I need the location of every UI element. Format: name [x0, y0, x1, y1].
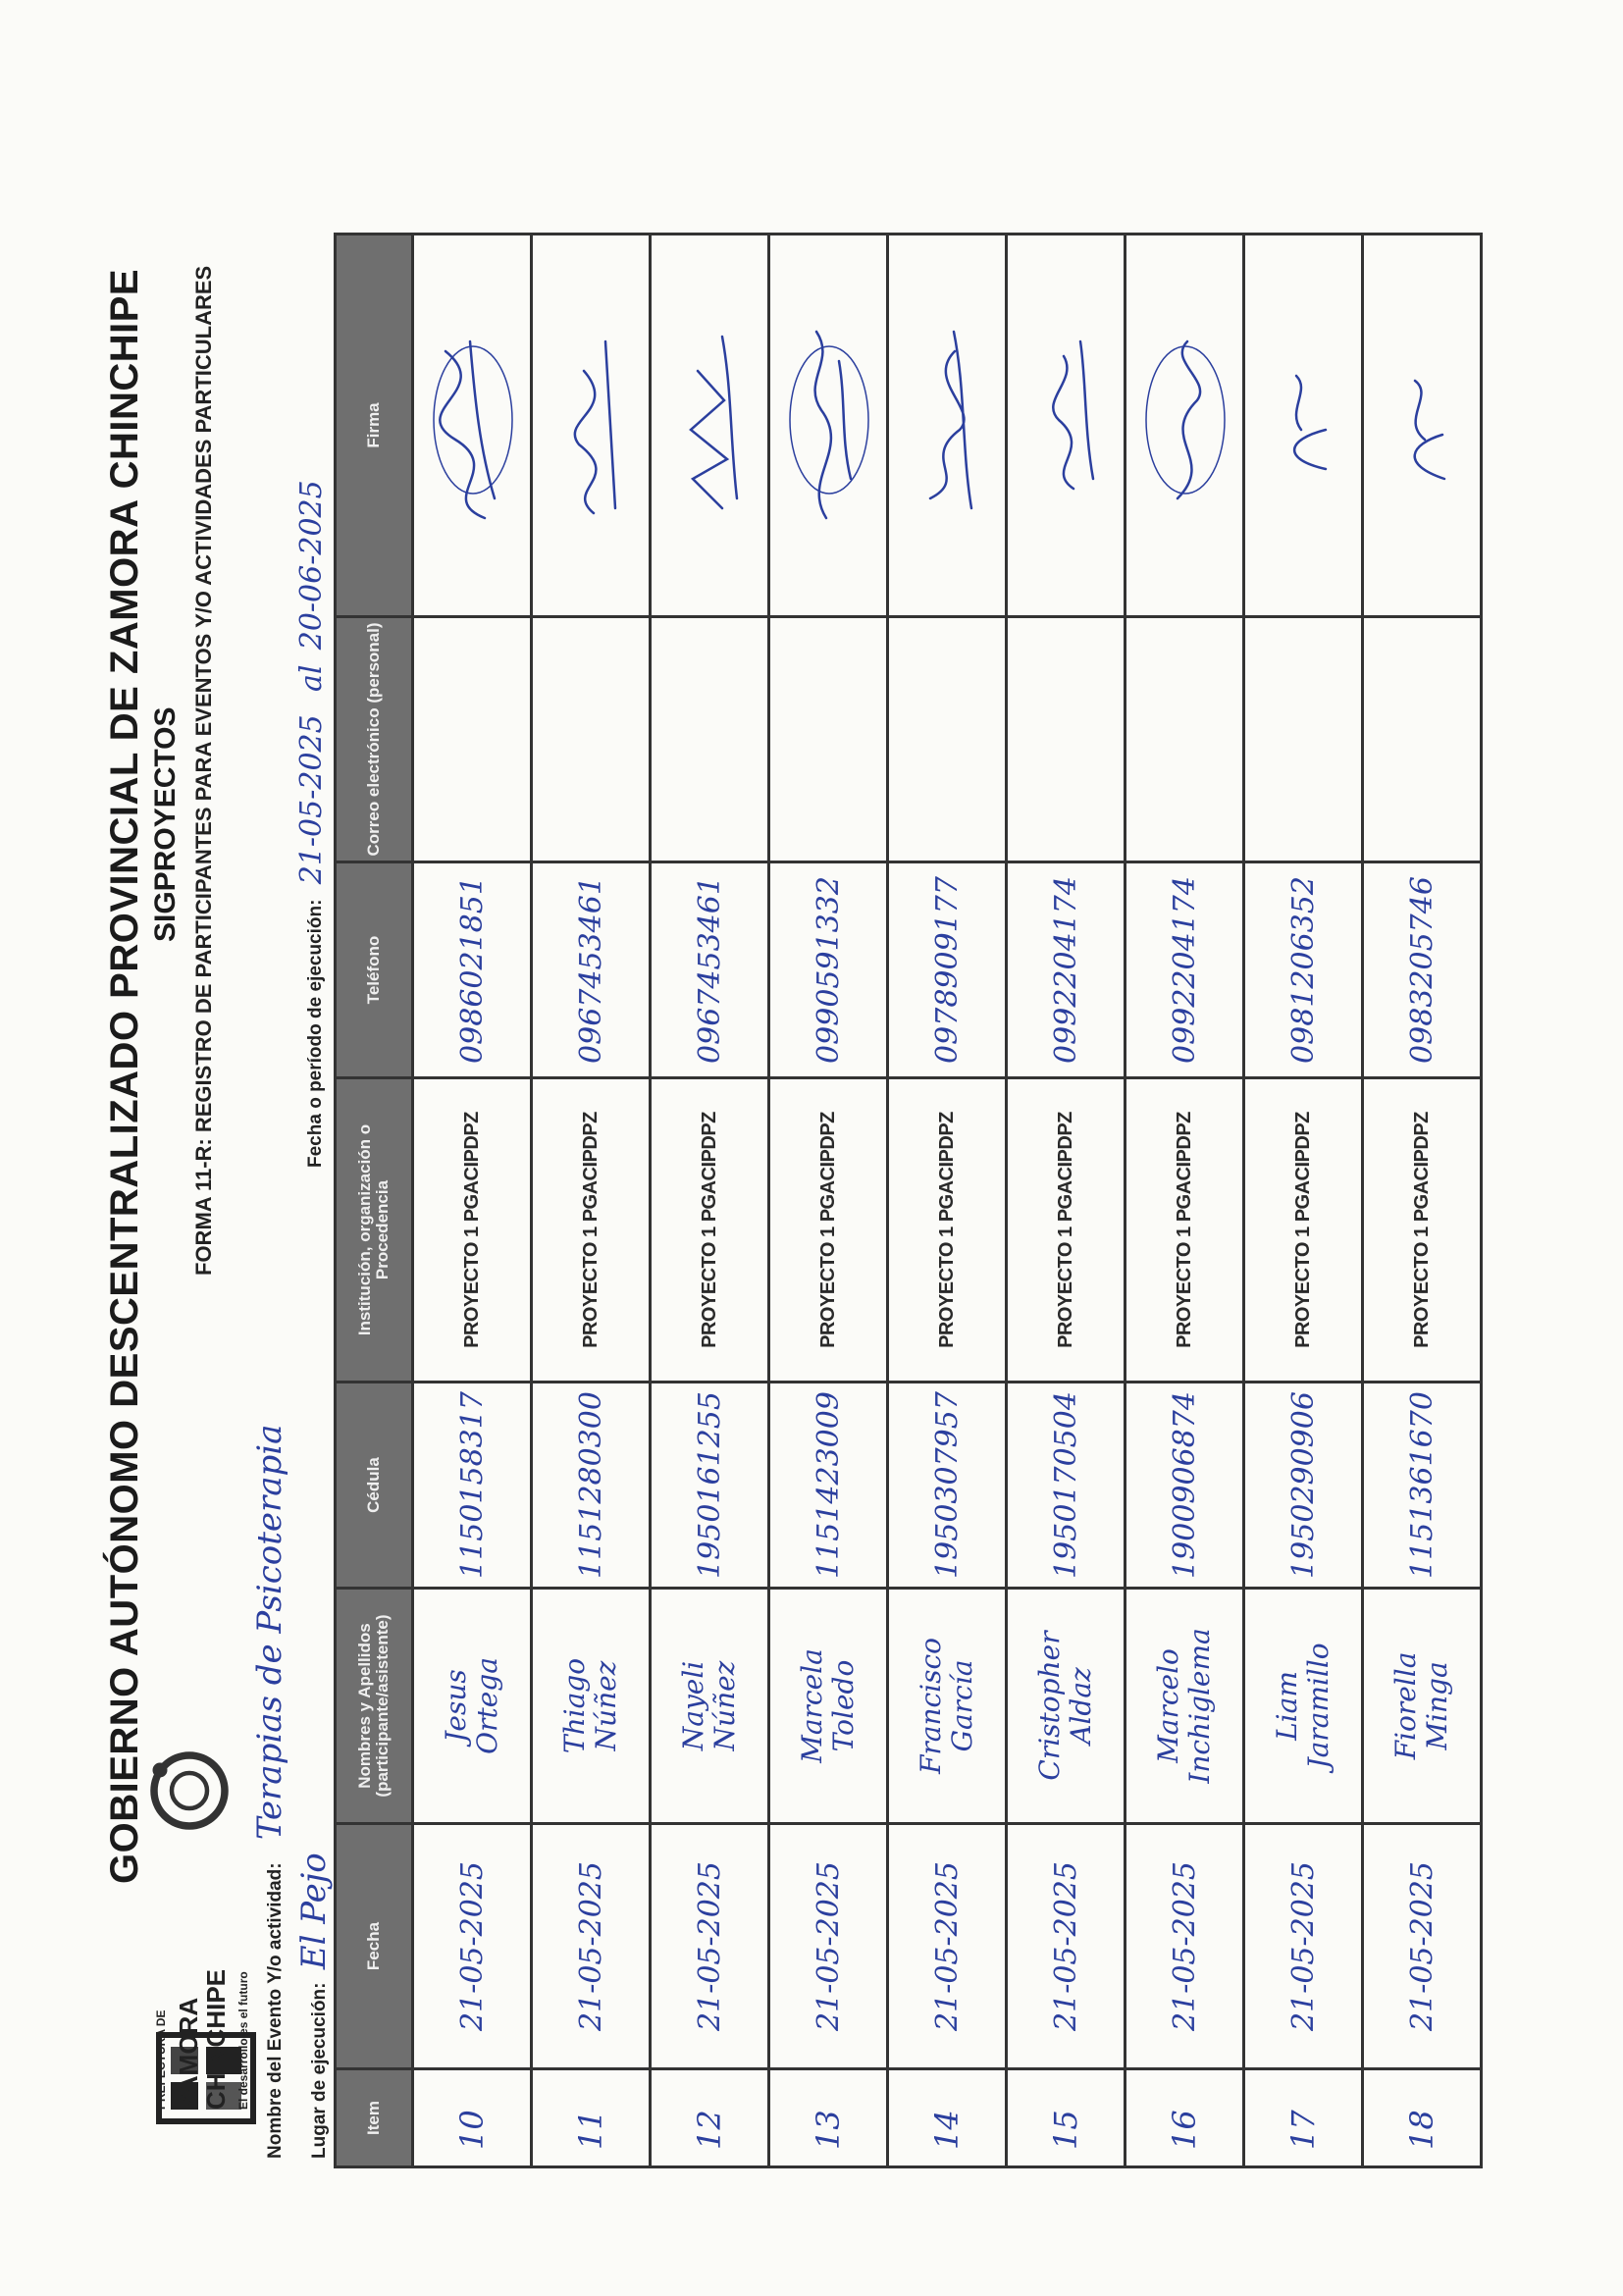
cell-telefono: 0992204174 — [1126, 862, 1244, 1078]
cell-fecha: 21-05-2025 — [888, 1824, 1007, 2069]
cell-nombre-first: Francisco — [915, 1637, 947, 1775]
signature-icon — [545, 313, 638, 539]
cell-institucion: PROYECTO 1 PGACIPDPZ — [888, 1078, 1007, 1383]
cell-nombre-last: Núñez — [590, 1660, 622, 1751]
cell-institucion: PROYECTO 1 PGACIPDPZ — [769, 1078, 888, 1383]
cell-telefono: 0990591332 — [769, 862, 888, 1078]
cell-item: 16 — [1126, 2069, 1244, 2167]
cell-item: 11 — [532, 2069, 651, 2167]
table-header-row — [336, 235, 413, 2167]
header-item: Item — [336, 2069, 413, 2167]
cell-firma — [1244, 235, 1363, 617]
cell-fecha: 21-05-2025 — [1244, 1824, 1363, 2069]
cell-fecha: 21-05-2025 — [1126, 1824, 1244, 2069]
logo-text — [147, 1969, 257, 2110]
logo-tagline: El desarrollo es el futuro — [236, 1971, 250, 2110]
cell-institucion: PROYECTO 1 PGACIPDPZ — [651, 1078, 769, 1383]
cell-nombre — [1363, 1589, 1482, 1824]
cell-fecha: 21-05-2025 — [769, 1824, 888, 2069]
cell-fecha: 21-05-2025 — [1007, 1824, 1126, 2069]
cell-correo — [532, 617, 651, 862]
cell-cedula: 1151280300 — [532, 1383, 651, 1589]
cell-institucion: PROYECTO 1 PGACIPDPZ — [1244, 1078, 1363, 1383]
cell-firma — [532, 235, 651, 617]
page-title: GOBIERNO AUTÓNOMO DESCENTRALIZADO PROVINCIAL DE ZAMORA CHINCHIPE — [103, 268, 146, 1884]
cell-item: 14 — [888, 2069, 1007, 2167]
cell-cedula: 1950170504 — [1007, 1383, 1126, 1589]
logo-line2: CHINCHIPE — [201, 1968, 231, 2110]
table-row — [1244, 235, 1363, 2167]
cell-item: 10 — [413, 2069, 532, 2167]
place-label: Lugar de ejecución: — [309, 1982, 330, 2159]
logo-line1: ZAMORA — [174, 1997, 203, 2110]
cell-nombre — [769, 1589, 888, 1824]
table-row — [888, 235, 1007, 2167]
cell-nombre — [1007, 1589, 1126, 1824]
cell-correo — [1363, 617, 1482, 862]
page-subtitle: SIGPROYECTOS — [149, 706, 182, 942]
table-row — [1126, 235, 1244, 2167]
event-label: Nombre del Evento Y/o actividad: — [265, 1862, 286, 2159]
cell-correo — [1007, 617, 1126, 862]
cell-nombre-last: García — [946, 1659, 978, 1752]
event-field — [250, 1425, 289, 2159]
cell-nombre-first: Marcelo — [1152, 1648, 1184, 1763]
table-row — [532, 235, 651, 2167]
cell-nombre — [651, 1589, 769, 1824]
cell-cedula: 1900906874 — [1126, 1383, 1244, 1589]
cell-firma — [651, 235, 769, 617]
cell-telefono: 0978909177 — [888, 862, 1007, 1078]
cell-nombre — [1244, 1589, 1363, 1824]
participants-table — [334, 233, 1483, 2168]
cell-fecha: 21-05-2025 — [1363, 1824, 1482, 2069]
cell-fecha: 21-05-2025 — [413, 1824, 532, 2069]
table-row — [413, 235, 532, 2167]
cell-correo — [413, 617, 532, 862]
period-end: 20-06-2025 — [294, 480, 329, 651]
cell-correo — [888, 617, 1007, 862]
cell-telefono: 0967453461 — [651, 862, 769, 1078]
header-institucion: Institución, organización o Procedencia — [336, 1078, 413, 1383]
provincial-seal-icon — [145, 1747, 234, 1835]
signature-icon — [426, 313, 519, 539]
cell-nombre-first: Jesus — [440, 1669, 472, 1743]
cell-nombre-first: Nayeli — [677, 1660, 709, 1751]
cell-institucion: PROYECTO 1 PGACIPDPZ — [1126, 1078, 1244, 1383]
signature-icon — [1257, 313, 1350, 539]
cell-nombre-last: Ortega — [471, 1657, 503, 1754]
header-telefono: Teléfono — [336, 862, 413, 1078]
cell-cedula: 1150158317 — [413, 1383, 532, 1589]
cell-institucion: PROYECTO 1 PGACIPDPZ — [1363, 1078, 1482, 1383]
cell-nombre — [888, 1589, 1007, 1824]
table-row — [1007, 235, 1126, 2167]
cell-cedula: 1151361670 — [1363, 1383, 1482, 1589]
cell-item: 13 — [769, 2069, 888, 2167]
cell-cedula: 1950307957 — [888, 1383, 1007, 1589]
signature-icon — [901, 313, 994, 539]
signature-icon — [1376, 313, 1469, 539]
cell-fecha: 21-05-2025 — [532, 1824, 651, 2069]
cell-firma — [1363, 235, 1482, 617]
signature-icon — [1138, 313, 1231, 539]
place-value: El Pejo — [294, 1852, 334, 1970]
cell-nombre-last: Minga — [1421, 1661, 1453, 1750]
cell-nombre-first: Cristopher — [1033, 1631, 1066, 1781]
header-correo: Correo electrónico (personal) — [336, 617, 413, 862]
cell-nombre-last: Toledo — [827, 1659, 860, 1752]
cell-item: 17 — [1244, 2069, 1363, 2167]
signature-icon — [1020, 313, 1113, 539]
cell-nombre-first: Fiorella — [1389, 1651, 1422, 1760]
cell-cedula: 1950161255 — [651, 1383, 769, 1589]
cell-nombre-first: Liam — [1271, 1671, 1303, 1741]
cell-telefono: 0981206352 — [1244, 862, 1363, 1078]
event-value: Terapias de Psicoterapia — [250, 1424, 289, 1841]
cell-item: 12 — [651, 2069, 769, 2167]
cell-nombre-first: Marcela — [796, 1648, 828, 1763]
header-fecha: Fecha — [336, 1824, 413, 2069]
cell-nombre — [413, 1589, 532, 1824]
cell-nombre-last: Núñez — [708, 1660, 741, 1751]
header-firma: Firma — [336, 235, 413, 617]
cell-item: 18 — [1363, 2069, 1482, 2167]
form-title: FORMA 11-R: REGISTRO DE PARTICIPANTES PARA EVENTOS Y/O ACTIVIDADES PARTICULARES — [191, 265, 216, 1276]
period-start: 21-05-2025 — [294, 714, 329, 885]
cell-institucion: PROYECTO 1 PGACIPDPZ — [532, 1078, 651, 1383]
cell-firma — [413, 235, 532, 617]
cell-cedula: 1950290906 — [1244, 1383, 1363, 1589]
cell-nombre-first: Thiago — [558, 1657, 591, 1754]
cell-fecha: 21-05-2025 — [651, 1824, 769, 2069]
cell-nombre-last: Jaramillo — [1302, 1643, 1335, 1769]
signature-icon — [663, 313, 757, 539]
cell-nombre — [532, 1589, 651, 1824]
place-field — [294, 1852, 334, 2159]
cell-telefono: 0992204174 — [1007, 862, 1126, 1078]
cell-correo — [651, 617, 769, 862]
header-nombres: Nombres y Apellidos (participante/asistente) — [336, 1589, 413, 1824]
cell-firma — [769, 235, 888, 617]
cell-telefono: 0986021851 — [413, 862, 532, 1078]
cell-firma — [888, 235, 1007, 617]
cell-correo — [769, 617, 888, 862]
cell-correo — [1244, 617, 1363, 862]
cell-correo — [1126, 617, 1244, 862]
cell-firma — [1007, 235, 1126, 617]
cell-nombre-last: Inchiglema — [1183, 1628, 1216, 1784]
cell-institucion: PROYECTO 1 PGACIPDPZ — [413, 1078, 532, 1383]
period-separator: al — [294, 664, 329, 693]
cell-cedula: 1151423009 — [769, 1383, 888, 1589]
cell-nombre-last: Aldaz — [1065, 1667, 1097, 1745]
period-field — [294, 480, 329, 1168]
cell-institucion: PROYECTO 1 PGACIPDPZ — [1007, 1078, 1126, 1383]
cell-item: 15 — [1007, 2069, 1126, 2167]
table-row — [1363, 235, 1482, 2167]
table-row — [769, 235, 888, 2167]
header-cedula: Cédula — [336, 1383, 413, 1589]
signature-icon — [782, 313, 875, 539]
cell-nombre — [1126, 1589, 1244, 1824]
cell-telefono: 0967453461 — [532, 862, 651, 1078]
cell-firma — [1126, 235, 1244, 617]
logo-prefix: PREFECTURA DE — [154, 2009, 168, 2110]
period-label: Fecha o período de ejecución: — [305, 899, 326, 1168]
cell-telefono: 0983205746 — [1363, 862, 1482, 1078]
table-row — [651, 235, 769, 2167]
